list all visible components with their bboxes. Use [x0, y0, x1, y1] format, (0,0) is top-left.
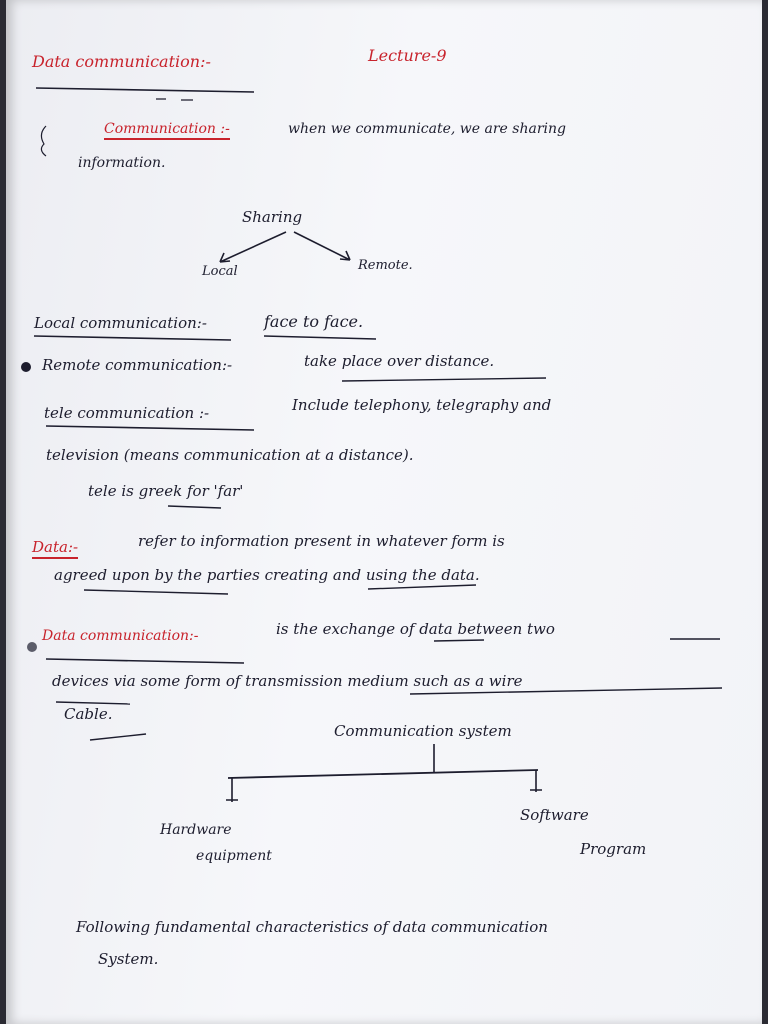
datacomm-underline-2 [434, 640, 484, 641]
title-block [32, 52, 211, 71]
system-hardware-line1: Hardware [160, 822, 232, 838]
lecture-number: Lecture-9 [368, 46, 447, 65]
sharing-local: Local [202, 264, 238, 279]
local-underline [34, 336, 231, 340]
datacomm-underline [46, 659, 244, 663]
tele-term: tele communication :- [44, 404, 210, 422]
communication-term: Communication :- [104, 121, 230, 140]
system-software-line1: Software [520, 806, 589, 824]
datacomm-line1: is the exchange of data between two [276, 620, 555, 638]
data-term: Data:- [32, 538, 78, 559]
tele-line2: television (means communication at a distance). [46, 446, 414, 464]
footer-line2: System. [98, 950, 159, 968]
datacomm-term: Data communication:- [42, 628, 199, 644]
cable-underline [90, 734, 146, 740]
tele-line3: tele is greek for 'far' [88, 482, 244, 500]
title-x-mark [156, 99, 193, 100]
data-line2: agreed upon by the parties creating and using the data. [54, 566, 480, 584]
system-tree-right [530, 770, 542, 792]
data-agreed-underline [84, 590, 228, 594]
communication-line2: information. [78, 155, 166, 171]
data-creating-underline [368, 585, 476, 589]
remote-def-underline [342, 378, 546, 381]
sharing-arrow-left [220, 232, 286, 262]
local-def-underline [264, 336, 376, 339]
local-definition: face to face. [264, 312, 364, 331]
devices-underline [56, 702, 130, 704]
sharing-remote: Remote. [358, 258, 413, 273]
sharing-arrow-right [294, 232, 350, 260]
datacomm-line3: Cable. [64, 705, 113, 723]
communication-line1: when we communicate, we are sharing [288, 121, 566, 137]
far-underline [168, 506, 221, 508]
system-root: Communication system [334, 722, 512, 740]
system-hardware-line2: equipment [196, 848, 272, 864]
bullet-remote [21, 362, 31, 372]
title-underline [36, 88, 254, 92]
local-term: Local communication:- [34, 314, 207, 332]
footer-line1: Following fundamental characteristics of data communication [76, 918, 548, 936]
tele-line1: Include telephony, telegraphy and [292, 396, 552, 414]
remote-term: Remote communication:- [42, 356, 233, 374]
bullet-datacomm [27, 642, 37, 652]
system-tree-bar [228, 770, 538, 778]
margin-bracket [41, 126, 46, 156]
diagram-lines [6, 0, 768, 1024]
remote-definition: take place over distance. [304, 352, 495, 370]
datacomm-line2: devices via some form of transmission medium such as a wire [52, 672, 523, 690]
tele-underline [46, 426, 254, 430]
page-title: Data communication:- [32, 52, 211, 71]
notebook-page [6, 0, 762, 1024]
data-line1: refer to information present in whatever form is [138, 532, 505, 550]
system-software-line2: Program [580, 840, 647, 858]
system-tree-left [226, 778, 238, 802]
sharing-root: Sharing [242, 208, 303, 226]
